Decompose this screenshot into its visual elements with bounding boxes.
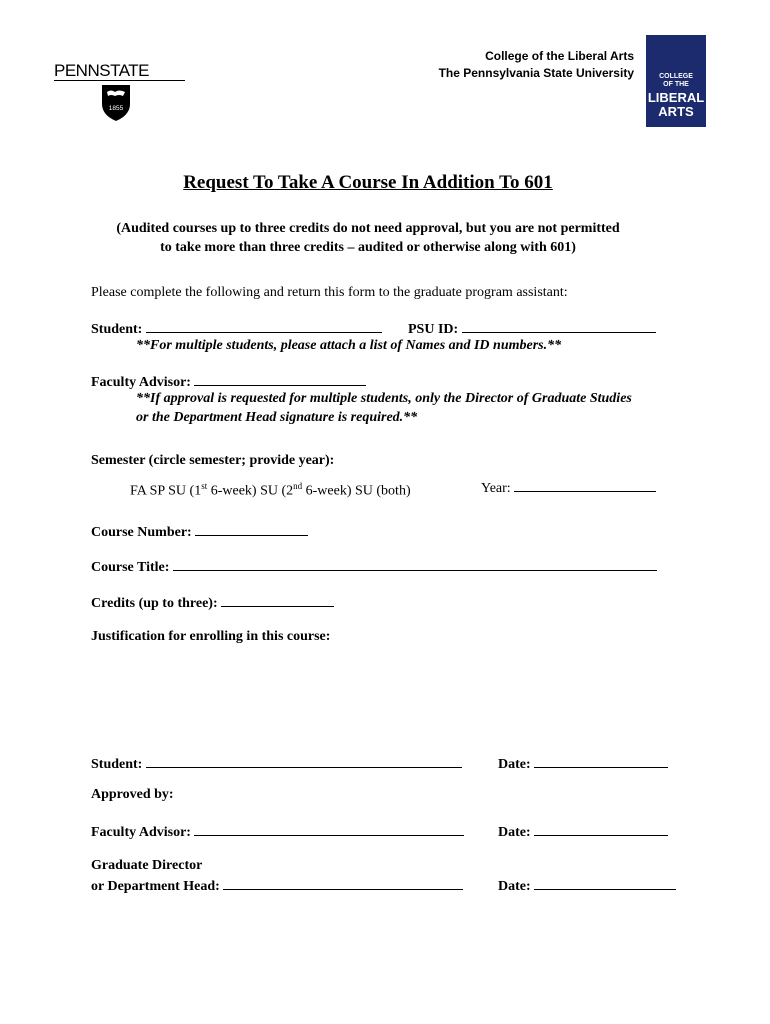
badge-line: ARTS [658,104,694,119]
date-label: Date: [498,825,531,840]
semester-text: 6-week) SU (2 [207,483,294,499]
badge-line: COLLEGE [659,73,693,80]
instructions: Please complete the following and return this form to the graduate program assistant: [91,285,568,300]
course-number-label: Course Number: [91,525,192,540]
psu-id-label: PSU ID: [408,322,459,337]
dept-head-label: or Department Head: [91,879,220,894]
year-label: Year: [481,481,511,496]
penn-state-logo [54,61,188,112]
date-label: Date: [498,879,531,894]
psu-id-field[interactable] [462,318,656,333]
justification-area[interactable] [91,650,671,740]
audit-note-line: (Audited courses up to three credits do not need approval, but you are not permitted [116,221,620,236]
advisor-date-field[interactable] [534,821,668,836]
student-date-field[interactable] [534,753,668,768]
approval-note-line: **If approval is requested for multiple students, only the Director of Graduate Studies [136,391,632,406]
college-heading [439,48,634,82]
dept-head-row [91,875,463,896]
course-number-row [91,521,308,542]
credits-row [91,592,334,613]
semester-text: 6-week) SU (both) [302,483,411,499]
logo-wordmark: PENNSTATE [54,62,185,81]
year-field[interactable] [514,477,656,492]
badge-line: OF THE [663,81,689,88]
grad-director-label: Graduate Director [91,858,203,873]
multi-students-note: **For multiple students, please attach a list of Names and ID numbers.** [136,338,562,353]
approved-by-label: Approved by: [91,787,174,802]
student-date-row [498,753,668,774]
advisor-label: Faculty Advisor: [91,375,191,390]
liberal-arts-badge [646,35,706,127]
shield-icon [101,84,131,127]
advisor-signature-row [91,821,464,842]
advisor-date-row [498,821,668,842]
student-signature-label: Student: [91,757,143,772]
student-label: Student: [91,322,143,337]
semester-options [130,477,411,501]
course-title-label: Course Title: [91,560,170,575]
student-name-field[interactable] [146,318,382,333]
student-signature-row [91,753,462,774]
student-signature-field[interactable] [146,753,462,768]
student-row [91,318,382,339]
dept-head-date-field[interactable] [534,875,676,890]
semester-text: FA SP SU (1 [130,483,202,499]
advisor-row [91,371,366,392]
year-row [481,477,656,498]
psu-id-row [408,318,656,339]
approval-note-line: or the Department Head signature is required.** [136,410,418,425]
semester-sup: nd [293,481,303,491]
logo-year: 1855 [108,105,124,112]
form-title: Request To Take A Course In Addition To 601 [183,172,553,193]
semester-sup: st [201,481,208,491]
date-label: Date: [498,757,531,772]
dept-head-date-row [498,875,676,896]
advisor-signature-field[interactable] [194,821,464,836]
audit-note [0,219,736,257]
badge-line: LIBERAL [647,90,705,105]
course-title-row [91,556,657,577]
advisor-field[interactable] [194,371,366,386]
justification-label: Justification for enrolling in this course: [91,629,331,644]
advisor-signature-label: Faculty Advisor: [91,825,191,840]
credits-field[interactable] [221,592,334,607]
credits-label: Credits (up to three): [91,596,218,611]
semester-label: Semester (circle semester; provide year): [91,453,335,468]
course-number-field[interactable] [195,521,308,536]
college-name: College of the Liberal Arts [485,49,634,63]
dept-head-signature-field[interactable] [223,875,463,890]
audit-note-line: to take more than three credits – audited or otherwise along with 601) [160,240,576,255]
course-title-field[interactable] [173,556,657,571]
university-name: The Pennsylvania State University [438,66,634,80]
